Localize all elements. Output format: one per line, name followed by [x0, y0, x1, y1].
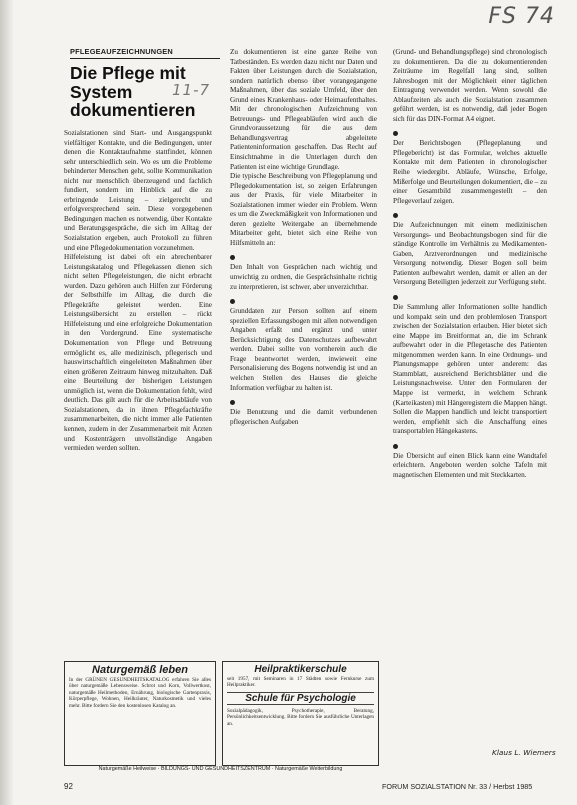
- advertisement-box: [222, 661, 379, 766]
- bullet-icon: [393, 131, 398, 136]
- ad-text: Sozialpädagogik, Psychotherapie, Beratung, Persönlichkeitsentwicklung. Bitte fordern Sie ausführliche Unterlagen an.: [227, 707, 374, 727]
- paragraph: (Grund- und Behandlungspflege) sind chronologisch zu dokumentieren. Da die zu dokumentierenden Zeiträume im Regelfall lang sind, sollten Jahresbogen mit der Möglichkeit einer täglichen Eintragung verwendet werden. Wenn sowohl die Ablaufzeiten als auch die Sozialstation zusammen geführt werden, ist es notwendig, daß jeder Bogen sich für das DIN-Format A4 eignet.: [393, 48, 547, 123]
- paragraph: Zu dokumentieren ist eine ganze Reihe von Tatbeständen. Es werden dazu nicht nur Daten und Fakten über Leistungen durch die Sozialstation, sondern natürlich ebenso über vorangegangene Maßnahmen, über das soziale Umfeld, über den Grund eines Krankenhaus- oder Heimaufenthaltes. Mit der chronologischen Aufzeichnung von Betreuungs- und Pflegeabläufen wird auch die Grundvoraussetzung für die aus dem Behandlungsvertrag abgeleitete Patienteninformation geschaffen. Das Recht auf Einsichtnahme in die Unterlagen durch den Patienten ist eine wichtige Grundlage.: [230, 48, 377, 171]
- section-heading: [393, 293, 547, 300]
- paragraph: Die Benutzung und die damit verbundenen pflegerischen Aufgaben: [230, 408, 377, 426]
- ad-footer: Naturgemäße Heilweise · BILDUNGS- UND GESUNDHEITSZENTRUM · Naturgemäße Weiterbildung: [98, 766, 343, 772]
- section-heading: [230, 398, 377, 405]
- text-column-1: [64, 129, 212, 454]
- bullet-icon: [393, 295, 398, 300]
- paragraph: Der Berichtsbogen (Pflegeplanung und Pflegebericht) ist das Formular, welches aktuelle Kontakte mit dem Patienten in chronologischer Reihe wiedergibt. Abläufe, Wünsche, Erfolge, Mißerfolge und Beurteilungen dokumentiert, die – zu einer Gesamtbild zusammengestellt – den Pflegeverlauf zeigen.: [393, 139, 547, 205]
- paragraph: Sozialstationen sind Start- und Ausgangspunkt vielfältiger Kontakte, und die Bedingungen, unter denen die Kontaktaufnahme stattfindet, können sehr unterschiedlich sein. Wo es um die Probleme behinderter Menschen geht, sollte Kommunikation nicht nur menschlich überzeugend und fachlich fundiert, sondern im Hinblick auf die zu erbringende Leistung – zielgerecht und erfolgversprechend sein. Diese vorgegebenen Bedingungen machen es notwendig, über Kontakte und Beratungsgespräche, die sich im Alltag der Sozialstation ergeben, auch Protokoll zu führen und eine Pflegedokumentation vorzunehmen.: [64, 129, 212, 252]
- paragraph: Die Sammlung aller Informationen sollte handlich und kompakt sein und den problemlosen Transport zwischen der Sozialstation erlauben. Hier bietet sich eine Mappe im Breitformat an, die im Schrank aufbewahrt oder in die Pflegetasche des Patienten mitgenommen werden kann. In eine Ordnungs- und Planungsmappe gehören unter anderem: das Stammblatt, ausreichend Berichtsblätter und die Leistungsnachweise. Unter den Formularen der Mappe ist vermerkt, in welchem Schrank (Karteikasten) mit Hängeregistern die Mappen hängt. Sollen die Mappen handlich und leicht transportiert werden, empfiehlt sich die Anschaffung eines transportablen Hängekastens.: [393, 303, 547, 436]
- bullet-icon: [230, 400, 235, 405]
- ad-text: seit 1957, mit Seminaren in 17 Städten sowie Fernkurse zum Heilpraktiker.: [227, 676, 374, 689]
- page-number: 92: [64, 782, 73, 791]
- paragraph: Hilfeleistung ist dabei oft ein abrechenbarer Leistungskatalog und Pflegekassen dienen sich nicht selten Pflegeleistungen, die nicht erbracht wurden. Dazu gehören auch Hilfen zur Förderung der Selbsthilfe im Alltag, die durch die Pflegekräfte geleistet werden. Eine Leistungsübersicht zu erstellen – rückt Hilfeleistung und eine erfolgreiche Dokumentation in den Vordergrund. Eine systematische Dokumentation von Pflege und Betreuung ermöglicht es, alle medizinisch, pflegerisch und hauswirtschaftlich eingeleiteten Maßnahmen über einen größeren Zeitraum hinweg mitzuhalten. Daß eine Beurteilung der bisherigen Leistungen unmöglich ist, wenn die Dokumentation fehlt, wird deutlich. Das gilt auch für die Arbeitsabläufe von Sozialstationen, da in ihnen Pflegefachkräfte zusammenarbeiten, die nicht immer alle Patienten kennen, zudem in der Zusammenarbeit mit Ärzten und Kostenträgern unvollständige Angaben vermieden werden sollten.: [64, 253, 212, 453]
- section-heading: [393, 129, 547, 136]
- handwritten-mark: FS 74: [488, 4, 555, 29]
- paragraph: Die Übersicht auf einen Blick kann eine Wandtafel erleichtern. Angeboten werden solche Tafeln mit magnetischen Elementen und mit Steckkarten.: [393, 451, 547, 479]
- bullet-icon: [393, 444, 398, 449]
- ad-text: In der GRÜNEN GESUNDHEITSKATALOG erfahren Sie alles über naturgemäße Lebensweise. Schrot und Korn, Vollwertkost, naturgemäße Heilmethoden, Ernährung, biologische Gartenpraxis, Körperpflege, Wohnen, Heilkräuter, Naturkosmetik und vieles mehr. Bitte fordern Sie den kostenlosen Katalog an.: [69, 677, 211, 709]
- ad-title: Heilpraktikerschule: [254, 664, 347, 675]
- paragraph: Die Aufzeichnungen mit einem medizinischen Versorgungs- und Beobachtungsbogen sind für die ständige Kontrolle im Verhältnis zu Medikamenten-Gaben, Arztverordnungen und medizinische Versorgung notwendig. Dieser Bogen soll beim Patienten aufbewahrt werden, damit er allen an der Versorgung Beteiligten jederzeit zur Verfügung steht.: [393, 221, 547, 287]
- section-rubric: PFLEGEAUFZEICHNUNGEN: [70, 47, 220, 59]
- page-edge-shadow: [0, 0, 14, 805]
- bullet-icon: [230, 299, 235, 304]
- journal-name: FORUM SOZIALSTATION Nr. 33 / Herbst 1985: [382, 782, 533, 791]
- ad-title: Naturgemäß leben: [92, 664, 188, 676]
- text-column-2: [230, 48, 377, 427]
- article-headline: Die Pflege mit System dokumentieren: [70, 63, 196, 120]
- advertisement-box: [64, 661, 216, 766]
- text-column-3: [393, 48, 547, 480]
- bullet-icon: [230, 255, 235, 260]
- paragraph: Grunddaten zur Person sollten auf einem speziellen Erfassungsbogen mit allen notwendigen Angaben erfaßt und ergänzt und unter Berücksichtigung des Datenschutzes aufbewahrt werden. Dabei sollte von vornherein auch die Frage beantwortet werden, inwieweit eine Personalisierung des Bogens notwendig ist und an welchen Stellen des Hauses die gleiche Information verfügbar zu halten ist.: [230, 307, 377, 392]
- section-heading: [230, 297, 377, 304]
- paragraph: Die typische Beschreibung von Pflegeplanung und Pflegedokumentation ist, so zeigen Erfahrungen aus der Praxis, für viele Mitarbeiter in Sozialstationen immer wieder ein Problem. Wenn es um die Zweckmäßigkeit von Informationen und deren gezielte Weitergabe an übernehmende Mitarbeiter geht, bietet sich eine Reihe von Hilfsmitteln an:: [230, 172, 377, 247]
- author-signature: Klaus L. Wiemers: [492, 748, 556, 757]
- handwritten-mark: 11-7: [172, 81, 211, 99]
- ad-subtitle: Schule für Psychologie: [227, 692, 374, 705]
- paragraph: Den Inhalt von Gesprächen nach wichtig und unwichtig zu ordnen, die Gesprächsinhalte richtig zu interpretieren, ist schwer, aber unverzichtbar.: [230, 263, 377, 291]
- bullet-icon: [393, 213, 398, 218]
- section-heading: [393, 442, 547, 449]
- section-heading: [230, 253, 377, 260]
- section-heading: [393, 211, 547, 218]
